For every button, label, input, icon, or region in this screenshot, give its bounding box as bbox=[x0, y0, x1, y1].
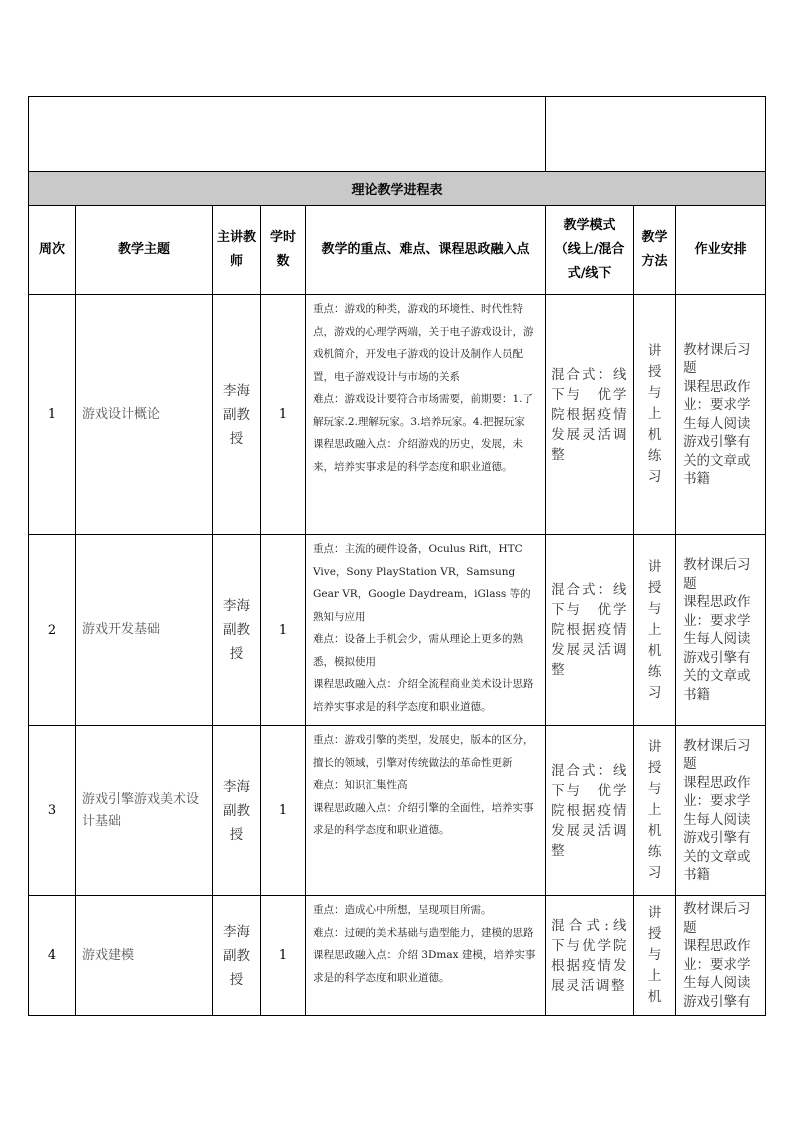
document-page bbox=[28, 96, 765, 1016]
teacher-cell: 李海 副教 授 bbox=[213, 535, 261, 726]
header-homework: 作业安排 bbox=[676, 206, 766, 295]
teaching-schedule-table bbox=[28, 96, 766, 1016]
week-cell: 2 bbox=[29, 535, 76, 726]
method-cell: 讲 授 与 上 机 练 习 bbox=[634, 535, 676, 726]
topic-cell: 游戏设计概论 bbox=[76, 295, 213, 535]
method-cell: 讲 授 与 上 机 练 习 bbox=[634, 295, 676, 535]
header-key-points: 教学的重点、难点、课程思政融入点 bbox=[306, 206, 546, 295]
mode-cell: 混合式：线下与 优学院根据疫情发展灵活调整 bbox=[546, 726, 634, 896]
hours-cell: 1 bbox=[261, 896, 306, 1016]
table-row bbox=[29, 726, 766, 896]
key-points-cell: 重点：主流的硬件设备，Oculus Rift，HTC Vive，Sony PlayStation VR，Samsung Gear VR，Google Daydream，iGlass 等的熟知与应用 难点：设备上手机会少，需从理论上更多的熟悉，模拟使用 课程思政融入点：介绍全流程商业美术设计思路培养实事求是的科学态度和职业道德。 bbox=[306, 535, 546, 726]
hours-cell: 1 bbox=[261, 535, 306, 726]
table-row bbox=[29, 896, 766, 1016]
week-cell: 3 bbox=[29, 726, 76, 896]
blank-top-row bbox=[29, 97, 766, 172]
homework-cell: 教材课后习题 课程思政作业：要求学生每人阅读游戏引擎有关的文章或书籍 bbox=[676, 535, 766, 726]
teacher-cell: 李海 副教 授 bbox=[213, 726, 261, 896]
topic-cell: 游戏建模 bbox=[76, 896, 213, 1016]
blank-cell-left bbox=[29, 97, 546, 172]
teacher-cell: 李海 副教 授 bbox=[213, 295, 261, 535]
hours-cell: 1 bbox=[261, 726, 306, 896]
key-points-cell: 重点：造成心中所想，呈现项目所需。 难点：过硬的美术基础与造型能力，建模的思路 课程思政融入点：介绍 3Dmax 建模，培养实事求是的科学态度和职业道德。 bbox=[306, 896, 546, 1016]
header-topic: 教学主题 bbox=[76, 206, 213, 295]
key-points-cell: 重点：游戏的种类，游戏的环境性、时代性特点，游戏的心理学两端，关于电子游戏设计，游戏机简介，开发电子游戏的设计及制作人员配置，电子游戏设计与市场的关系 难点：游戏设计要符合市场需要，前期要：1.了解玩家.2.理解玩家。3.培养玩家。4.把握玩家 课程思政融入点：介绍游戏的历史，发展，未来，培养实事求是的科学态度和职业道德。 bbox=[306, 295, 546, 535]
homework-cell: 教材课后习题 课程思政作业：要求学生每人阅读游戏引擎有关的文章或书籍 bbox=[676, 726, 766, 896]
header-hours: 学时 数 bbox=[261, 206, 306, 295]
hours-cell: 1 bbox=[261, 295, 306, 535]
table-row bbox=[29, 535, 766, 726]
header-row bbox=[29, 206, 766, 295]
section-title-row bbox=[29, 172, 766, 206]
section-title: 理论教学进程表 bbox=[29, 172, 766, 206]
key-points-cell: 重点：游戏引擎的类型，发展史，版本的区分，擅长的领域，引擎对传统做法的革命性更新 难点：知识汇集性高 课程思政融入点：介绍引擎的全面性，培养实事求是的科学态度和职业道德。 bbox=[306, 726, 546, 896]
topic-cell: 游戏开发基础 bbox=[76, 535, 213, 726]
week-cell: 1 bbox=[29, 295, 76, 535]
method-cell: 讲 授 与 上 机 bbox=[634, 896, 676, 1016]
week-cell: 4 bbox=[29, 896, 76, 1016]
homework-cell: 教材课后习题 课程思政作业：要求学生每人阅读游戏引擎有 bbox=[676, 896, 766, 1016]
mode-cell: 混合式：线下与 优学院根据疫情发展灵活调整 bbox=[546, 295, 634, 535]
header-method: 教学 方法 bbox=[634, 206, 676, 295]
mode-cell: 混合式:线下与优学院根据疫情发展灵活调整 bbox=[546, 896, 634, 1016]
mode-cell: 混合式：线下与 优学院根据疫情发展灵活调整 bbox=[546, 535, 634, 726]
header-week: 周次 bbox=[29, 206, 76, 295]
teacher-cell: 李海 副教 授 bbox=[213, 896, 261, 1016]
homework-cell: 教材课后习题 课程思政作业：要求学生每人阅读游戏引擎有关的文章或书籍 bbox=[676, 295, 766, 535]
header-mode: 教学模式 （线上/混合 式/线下 bbox=[546, 206, 634, 295]
topic-cell: 游戏引擎游戏美术设计基础 bbox=[76, 726, 213, 896]
method-cell: 讲 授 与 上 机 练 习 bbox=[634, 726, 676, 896]
blank-cell-right bbox=[546, 97, 766, 172]
table-row bbox=[29, 295, 766, 535]
header-teacher: 主讲教 师 bbox=[213, 206, 261, 295]
